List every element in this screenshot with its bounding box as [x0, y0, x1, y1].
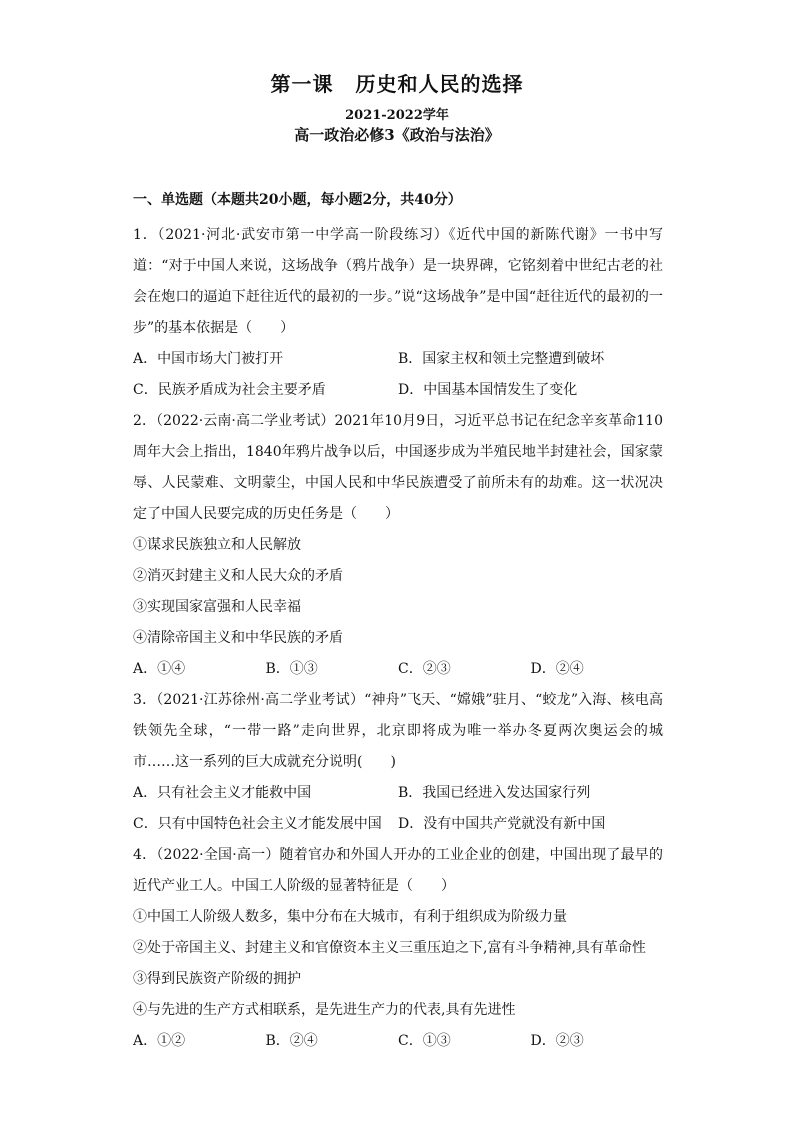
- question-4: [133, 840, 663, 1057]
- option-d[interactable]: D．没有中国共产党就没有新中国: [398, 816, 606, 832]
- statement-2: ②消灭封建主义和人民大众的矛盾: [133, 568, 343, 584]
- option-row: [133, 778, 663, 809]
- option-d[interactable]: D．②③: [530, 1033, 584, 1049]
- option-b[interactable]: B．我国已经进入发达国家行列: [398, 785, 591, 801]
- statement-4: ④与先进的生产方式相联系，是先进生产力的代表,具有先进性: [133, 1002, 516, 1018]
- option-d[interactable]: D．②④: [530, 661, 584, 677]
- question-2: [133, 406, 663, 685]
- question-1: [133, 220, 663, 406]
- question-3: [133, 685, 663, 840]
- title-topic: 历史和人民的选择: [355, 72, 524, 96]
- option-b[interactable]: B．①③: [265, 661, 318, 677]
- option-b[interactable]: B．国家主权和领土完整遭到破坏: [398, 351, 605, 367]
- statement-1: ①谋求民族独立和人民解放: [133, 537, 301, 553]
- question-list: [133, 220, 663, 1057]
- option-c[interactable]: C．②③: [398, 661, 451, 677]
- option-c[interactable]: C．只有中国特色社会主义才能发展中国: [133, 816, 382, 832]
- option-row: [133, 809, 663, 840]
- statement-3: ③得到民族资产阶级的拥护: [133, 971, 301, 987]
- statement-3: ③实现国家富强和人民幸福: [133, 599, 301, 615]
- option-row: [133, 375, 663, 406]
- option-d[interactable]: D．中国基本国情发生了变化: [398, 382, 578, 398]
- option-c[interactable]: C．民族矛盾成为社会主要矛盾: [133, 382, 326, 398]
- document-subtitle: 高一政治必修3《政治与法治》: [294, 126, 500, 144]
- option-b[interactable]: B．②④: [265, 1033, 318, 1049]
- document-title: [0, 68, 794, 97]
- option-row: [133, 654, 663, 685]
- statement-2: ②处于帝国主义、封建主义和官僚资本主义三重压迫之下,富有斗争精神,具有革命性: [133, 940, 646, 956]
- question-stem: 2．（2022·云南·高二学业考试）2021年10月9日，习近平总书记在纪念辛亥革命110周年大会上指出，1840年鸦片战争以后，中国逐步成为半殖民地半封建社会，国家蒙辱、人民蒙难、文明蒙尘，中国人民和中华民族遭受了前所未有的劫难。这一状况决定了中国人民要完成的历史任务是（ ）: [133, 413, 663, 522]
- question-stem: 1．（2021·河北·武安市第一中学高一阶段练习）《近代中国的新陈代谢》一书中写道：“对于中国人来说，这场战争（鸦片战争）是一块界碑，它铭刻着中世纪古老的社会在炮口的逼迫下赶往近代的最初的一步。”说“这场战争”是中国“赶往近代的最初的一步”的基本依据是（ ）: [133, 227, 663, 336]
- statement-4: ④清除帝国主义和中华民族的矛盾: [133, 630, 343, 646]
- option-a[interactable]: A．①②: [133, 1033, 186, 1049]
- school-year: 2021-2022学年: [345, 108, 449, 123]
- question-stem: 4．（2022·全国·高一）随着官办和外国人开办的工业企业的创建，中国出现了最早的近代产业工人。中国工人阶级的显著特征是（ ）: [133, 847, 663, 894]
- option-a[interactable]: A．①④: [133, 661, 186, 677]
- section-heading: 一、单选题（本题共20小题，每小题2分，共40分）: [133, 192, 462, 208]
- option-row: [133, 344, 663, 375]
- option-row: [133, 1026, 663, 1057]
- option-a[interactable]: A．只有社会主义才能救中国: [133, 785, 312, 801]
- statement-1: ①中国工人阶级人数多，集中分布在大城市，有利于组织成为阶级力量: [133, 909, 567, 925]
- title-lesson: 第一课: [270, 72, 334, 96]
- option-a[interactable]: A．中国市场大门被打开: [133, 351, 284, 367]
- question-stem: 3．（2021·江苏徐州·高二学业考试）“神舟”飞天、“嫦娥”驻月、“蛟龙”入海、核电高铁领先全球，“一带一路”走向世界，北京即将成为唯一举办冬夏两次奥运会的城市……这一系列的巨大成就充分说明( ): [133, 692, 663, 770]
- option-c[interactable]: C．①③: [398, 1033, 451, 1049]
